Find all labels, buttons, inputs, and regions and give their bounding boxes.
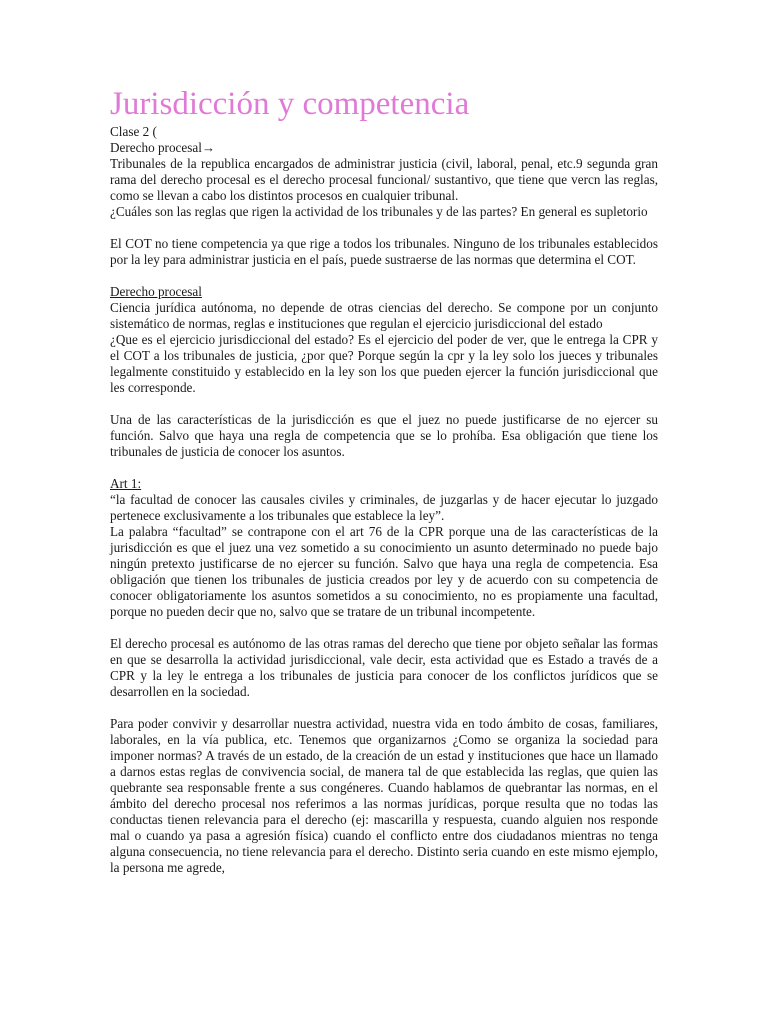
paragraph-reglas-pregunta: ¿Cuáles son las reglas que rigen la actividad de los tribunales y de las partes? En general es supletorio — [110, 204, 648, 219]
clase-line: Clase 2 ( — [110, 124, 157, 139]
paragraph-caracteristicas: Una de las características de la jurisdicción es que el juez no puede justificarse de no ejercer su función. Salvo que haya una regla de competencia que se lo prohíba. Esa obligación que tiene los tribunales de justicia de conocer los asuntos. — [110, 412, 658, 459]
spacer — [110, 396, 658, 412]
document-title: Jurisdicción y competencia — [110, 86, 470, 122]
spacer — [110, 460, 658, 476]
paragraph-convivir: Para poder convivir y desarrollar nuestra actividad, nuestra vida en todo ámbito de cosas, familiares, laborales, en la vía publica, etc. Tenemos que organizarnos ¿Como se organiza la sociedad para imponer normas? A través de un estado, de la creación de un estad y instituciones que hace un llamado a darnos estas reglas de convivencia social, de manera tal de que establecida las reglas, que quien las quebrante sea responsable frente a sus congéneres. Cuando hablamos de quebrantar las normas, en el ámbito del derecho procesal nos referimos a las normas jurídicas, porque resulta que no todas las conductas tienen relevancia para el derecho (ej: mascarilla y respuesta, cuando alguien nos responde mal o cuando ya pasa a agresión física) cuando el conflicto entre dos ciudadanos mientras no tenga alguna consecuencia, no tiene relevancia para el derecho. Distinto seria cuando en este mismo ejemplo, la persona me agrede, — [110, 716, 658, 875]
section-heading-art-1: Art 1: — [110, 476, 142, 491]
spacer — [110, 620, 658, 636]
spacer — [110, 268, 658, 284]
derecho-procesal-arrow-line: Derecho procesal→ — [110, 140, 216, 155]
section-heading-derecho-procesal: Derecho procesal — [110, 284, 202, 299]
paragraph-ejercicio-jurisdiccional: ¿Que es el ejercicio jurisdiccional del estado? Es el ejercicio del poder de ver, que le entrega la CPR y el COT a los tribunales de justicia, ¿por que? Porque según la cpr y la ley solo los jueces y tribunales legalmente constituido y establecido en la ley son los que pueden ejercer la función jurisdiccional que les corresponde. — [110, 332, 658, 395]
paragraph-cot: El COT no tiene competencia ya que rige a todos los tribunales. Ninguno de los tribunales establecidos por la ley para administrar justicia en el país, puede sustraerse de las normas que determina el COT. — [110, 236, 658, 267]
paragraph-autonomo: El derecho procesal es autónomo de las otras ramas del derecho que tiene por objeto señalar las formas en que se desarrolla la actividad jurisdiccional, vale decir, esta actividad que es Estado a través de a CPR y la ley le entrega a los tribunales de justicia para conocer de los conflictos jurídicos que se desarrollen en la sociedad. — [110, 636, 658, 699]
spacer — [110, 700, 658, 716]
document-page — [110, 84, 658, 876]
paragraph-art-1-quote: “la facultad de conocer las causales civiles y criminales, de juzgarlas y de hacer ejecutar lo juzgado pertenece exclusivamente a los tribunales que establece la ley”. — [110, 492, 658, 523]
paragraph-facultad: La palabra “facultad” se contrapone con el art 76 de la CPR porque una de las características de la jurisdicción es que el juez una vez sometido a su conocimiento un asunto determinado no puede bajo ningún pretexto justificarse de no ejercer su función. Salvo que haya una regla de competencia. Esa obligación que tienen los tribunales de justicia creados por ley y de acuerdo con su competencia de conocer obligatoriamente los asuntos sometidos a su conocimiento, no es propiamente una facultad, porque no pueden decir que no, salvo que se tratare de un tribunal incompetente. — [110, 524, 658, 619]
spacer — [110, 220, 658, 236]
paragraph-tribunales: Tribunales de la republica encargados de administrar justicia (civil, laboral, penal, etc.9 segunda gran rama del derecho procesal es el derecho procesal funcional/ sustantivo, que tiene que vercn las reglas, como se llevan a cabo los distintos procesos en cualquier tribunal. — [110, 156, 658, 203]
paragraph-ciencia-juridica: Ciencia jurídica autónoma, no depende de otras ciencias del derecho. Se compone por un conjunto sistemático de normas, reglas e instituciones que regulan el ejercicio jurisdiccional del estado — [110, 300, 658, 331]
